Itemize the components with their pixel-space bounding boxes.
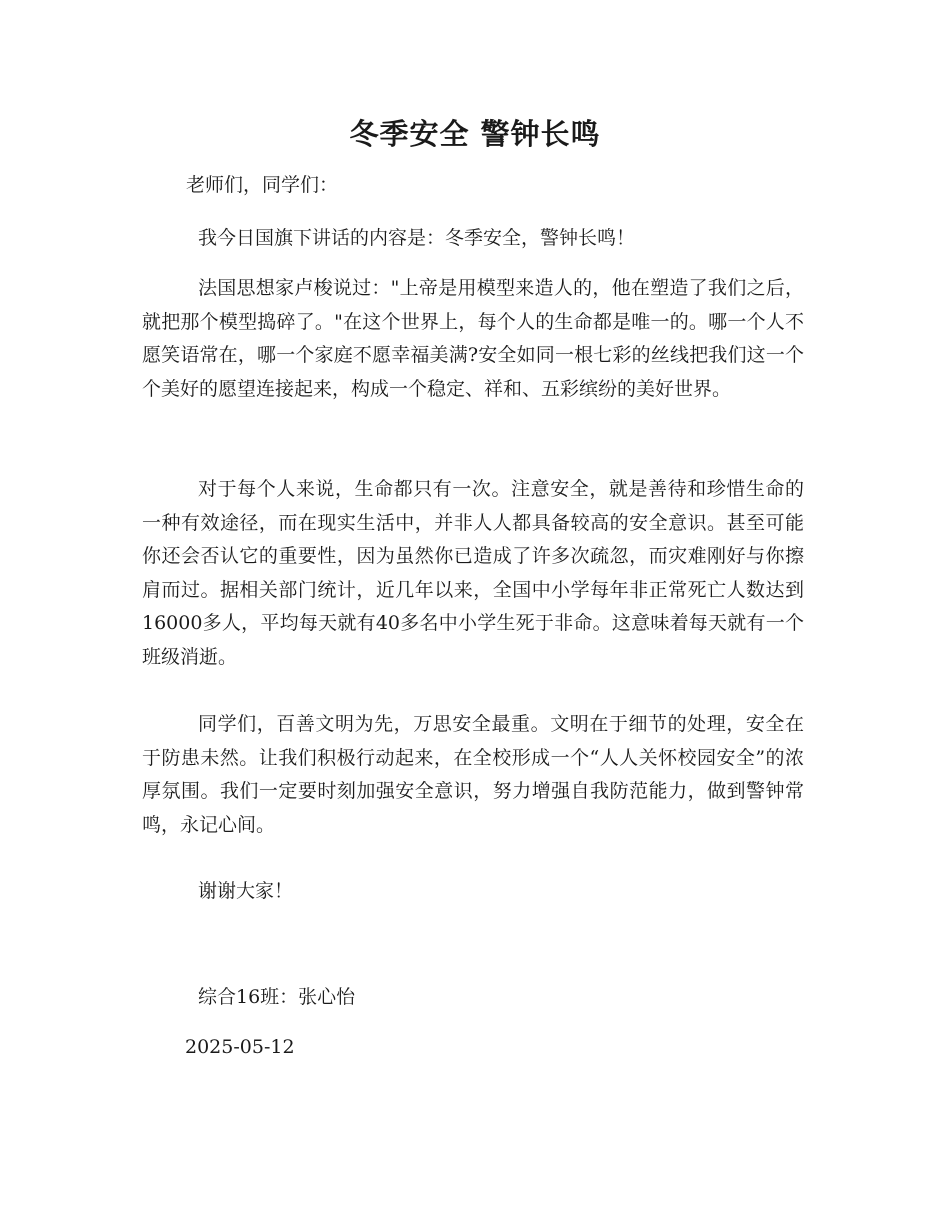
date: 2025-05-12 xyxy=(185,1036,295,1058)
paragraph-2: 法国思想家卢梭说过："上帝是用模型来造人的，他在塑造了我们之后，就把那个模型捣碎了。"在这个世界上，每个人的生命都是唯一的。哪一个人不愿笑语常在，哪一个家庭不愿幸福美满?安全如同一根七彩的丝线把我们这一个个美好的愿望连接起来，构成一个稳定、祥和、五彩缤纷的美好世界。 xyxy=(142,277,804,400)
closing-thanks: 谢谢大家！ xyxy=(198,880,294,902)
page-title: 冬季安全 警钟长鸣 xyxy=(349,117,601,151)
paragraph-4: 同学们，百善文明为先，万思安全最重。文明在于细节的处理，安全在于防患未然。让我们积极行动起来，在全校形成一个“人人关怀校园安全”的浓厚氛围。我们一定要时刻加强安全意识，努力增强自我防范能力，做到警钟常鸣，永记心间。 xyxy=(142,713,804,836)
paragraph-1: 我今日国旗下讲话的内容是：冬季安全，警钟长鸣！ xyxy=(198,227,636,249)
paragraph-3: 对于每个人来说，生命都只有一次。注意安全，就是善待和珍惜生命的一种有效途径，而在现实生活中，并非人人都具备较高的安全意识。甚至可能你还会否认它的重要性，因为虽然你已造成了许多次疏忽，而灾难刚好与你擦肩而过。据相关部门统计，近几年以来，全国中小学每年非正常死亡人数达到16000多人，平均每天就有40多名中小学生死于非命。这意味着每天就有一个班级消逝。 xyxy=(142,478,804,668)
greeting: 老师们，同学们： xyxy=(186,174,339,196)
signature: 综合16班：张心怡 xyxy=(198,986,356,1008)
